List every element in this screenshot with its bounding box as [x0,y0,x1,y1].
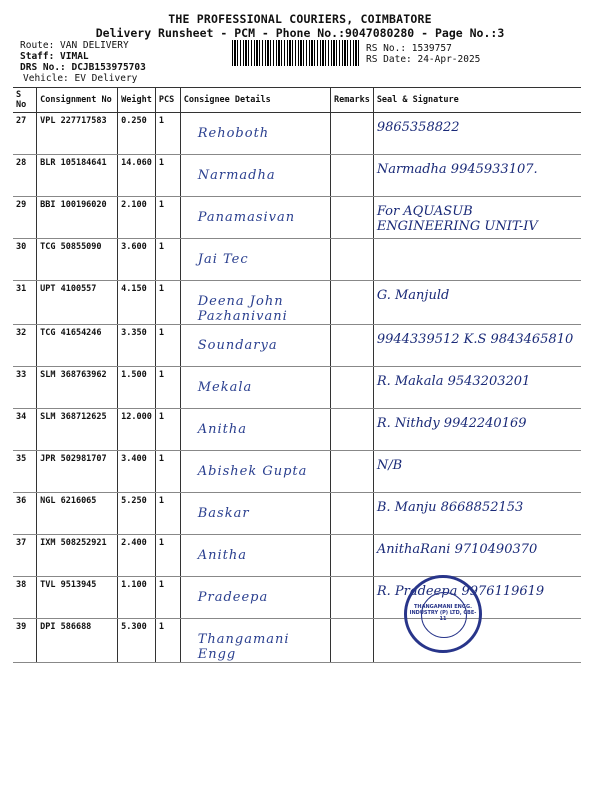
pcs-cell: 1 [155,197,180,239]
drs-label: DRS No.: DCJB153975703 [20,62,146,73]
signature-handwriting: 9865358822 [376,120,460,135]
vehicle-label: Vehicle: EV Delivery [23,73,138,84]
signature-handwriting: AnithaRani 9710490370 [376,542,538,557]
table-row [13,451,581,493]
rs-date: RS Date: 24-Apr-2025 [366,54,481,65]
sno-cell: 33 [13,367,37,409]
signature-cell [373,113,581,155]
consignee-handwriting: Narmadha [197,168,276,183]
consignee-cell [180,409,330,451]
remarks-cell [330,409,373,451]
remarks-cell [330,619,373,663]
signature-cell [373,155,581,197]
pcs-cell: 1 [155,239,180,281]
consignee-handwriting: Thangamani Engg [197,632,290,662]
consignee-cell [180,113,330,155]
remarks-cell [330,451,373,493]
col-weight: Weight [118,88,156,113]
sno-cell: 39 [13,619,37,663]
sno-cell: 28 [13,155,37,197]
sno-cell: 37 [13,535,37,577]
table-row [13,577,581,619]
weight-cell: 3.600 [118,239,156,281]
consignment-cell: BLR 105184641 [37,155,118,197]
signature-handwriting: For AQUASUB ENGINEERING UNIT-IV [376,204,538,234]
sno-cell: 30 [13,239,37,281]
pcs-cell: 1 [155,577,180,619]
sno-cell: 27 [13,113,37,155]
table-row [13,493,581,535]
signature-cell [373,367,581,409]
sno-cell: 34 [13,409,37,451]
staff-label: Staff: VIMAL [20,51,89,62]
signature-handwriting: 9944339512 K.S 9843465810 [376,332,574,347]
remarks-cell [330,535,373,577]
signature-handwriting: Narmadha 9945933107. [376,162,538,177]
weight-cell: 4.150 [118,281,156,325]
sno-cell: 38 [13,577,37,619]
pcs-cell: 1 [155,113,180,155]
col-pcs: PCS [155,88,180,113]
signature-cell [373,325,581,367]
remarks-cell [330,367,373,409]
table-row [13,113,581,155]
signature-handwriting: G. Manjuld [376,288,450,303]
table-row [13,239,581,281]
consignee-handwriting: Rehoboth [197,126,270,141]
runsheet-table [13,87,581,663]
remarks-cell [330,577,373,619]
consignment-cell: JPR 502981707 [37,451,118,493]
consignment-cell: TCG 50855090 [37,239,118,281]
consignment-cell: NGL 6216065 [37,493,118,535]
col-sno: S No [13,88,37,113]
weight-cell: 2.100 [118,197,156,239]
consignee-cell [180,493,330,535]
table-row [13,155,581,197]
signature-handwriting: R. Makala 9543203201 [376,374,531,389]
sno-cell: 36 [13,493,37,535]
consignee-handwriting: Deena John Pazhanivani [197,294,288,324]
consignee-cell [180,451,330,493]
consignment-cell: DPI 586688 [37,619,118,663]
pcs-cell: 1 [155,409,180,451]
pcs-cell: 1 [155,535,180,577]
weight-cell: 14.060 [118,155,156,197]
weight-cell: 3.400 [118,451,156,493]
sno-cell: 31 [13,281,37,325]
col-consignment: Consignment No [37,88,118,113]
table-row [13,619,581,663]
pcs-cell: 1 [155,325,180,367]
sno-cell: 35 [13,451,37,493]
signature-handwriting: N/B [376,458,403,473]
col-seal-signature: Seal & Signature [373,88,581,113]
consignee-cell [180,619,330,663]
consignee-cell [180,197,330,239]
consignment-cell: SLM 368712625 [37,409,118,451]
table-row [13,325,581,367]
weight-cell: 3.350 [118,325,156,367]
remarks-cell [330,493,373,535]
consignment-cell: BBI 100196020 [37,197,118,239]
table-row [13,535,581,577]
consignee-cell [180,535,330,577]
consignee-cell [180,577,330,619]
consignee-cell [180,325,330,367]
route-label: Route: VAN DELIVERY [20,40,129,51]
col-remarks: Remarks [330,88,373,113]
document-subtitle: Delivery Runsheet - PCM - Phone No.:9047080280 - Page No.:3 [95,26,505,40]
consignment-cell: IXM 508252921 [37,535,118,577]
signature-handwriting: B. Manju 8668852153 [376,500,524,515]
consignment-cell: UPT 4100557 [37,281,118,325]
signature-cell [373,409,581,451]
consignee-handwriting: Anitha [197,422,247,437]
seal-text: THANGAMANI ENGG. INDUSTRY (P) LTD, CBE-11 [409,604,477,622]
consignment-cell: VPL 227717583 [37,113,118,155]
consignee-handwriting: Panamasivan [197,210,296,225]
signature-cell [373,451,581,493]
remarks-cell [330,239,373,281]
sno-cell: 32 [13,325,37,367]
pcs-cell: 1 [155,493,180,535]
signature-handwriting: R. Nithdy 9942240169 [376,416,527,431]
consignee-cell [180,239,330,281]
weight-cell: 2.400 [118,535,156,577]
signature-cell [373,197,581,239]
sno-cell: 29 [13,197,37,239]
consignment-cell: TVL 9513945 [37,577,118,619]
table-header-row [13,88,581,113]
table-row [13,367,581,409]
consignee-cell [180,155,330,197]
pcs-cell: 1 [155,281,180,325]
pcs-cell: 1 [155,155,180,197]
table-row [13,197,581,239]
weight-cell: 5.250 [118,493,156,535]
rs-number: RS No.: 1539757 [366,43,452,54]
table-row [13,409,581,451]
consignee-handwriting: Anitha [197,548,247,563]
pcs-cell: 1 [155,619,180,663]
remarks-cell [330,281,373,325]
barcode-image [232,40,360,66]
pcs-cell: 1 [155,367,180,409]
signature-cell [373,239,581,281]
weight-cell: 5.300 [118,619,156,663]
company-seal [404,575,482,653]
signature-cell [373,281,581,325]
pcs-cell: 1 [155,451,180,493]
weight-cell: 0.250 [118,113,156,155]
consignee-cell [180,281,330,325]
consignee-handwriting: Mekala [197,380,253,395]
consignee-cell [180,367,330,409]
consignee-handwriting: Abishek Gupta [197,464,308,479]
consignee-handwriting: Jai Tec [197,252,249,267]
consignee-handwriting: Soundarya [197,338,278,353]
document-title: THE PROFESSIONAL COURIERS, COIMBATORE [168,12,432,26]
col-consignee: Consignee Details [180,88,330,113]
weight-cell: 1.500 [118,367,156,409]
consignee-handwriting: Baskar [197,506,250,521]
remarks-cell [330,197,373,239]
remarks-cell [330,155,373,197]
signature-cell [373,493,581,535]
signature-cell [373,535,581,577]
consignment-cell: SLM 368763962 [37,367,118,409]
signature-handwriting: R. Pradeepa 9976119619 [376,584,545,599]
consignee-handwriting: Pradeepa [197,590,269,605]
remarks-cell [330,113,373,155]
weight-cell: 12.000 [118,409,156,451]
table-row [13,281,581,325]
remarks-cell [330,325,373,367]
consignment-cell: TCG 41654246 [37,325,118,367]
weight-cell: 1.100 [118,577,156,619]
